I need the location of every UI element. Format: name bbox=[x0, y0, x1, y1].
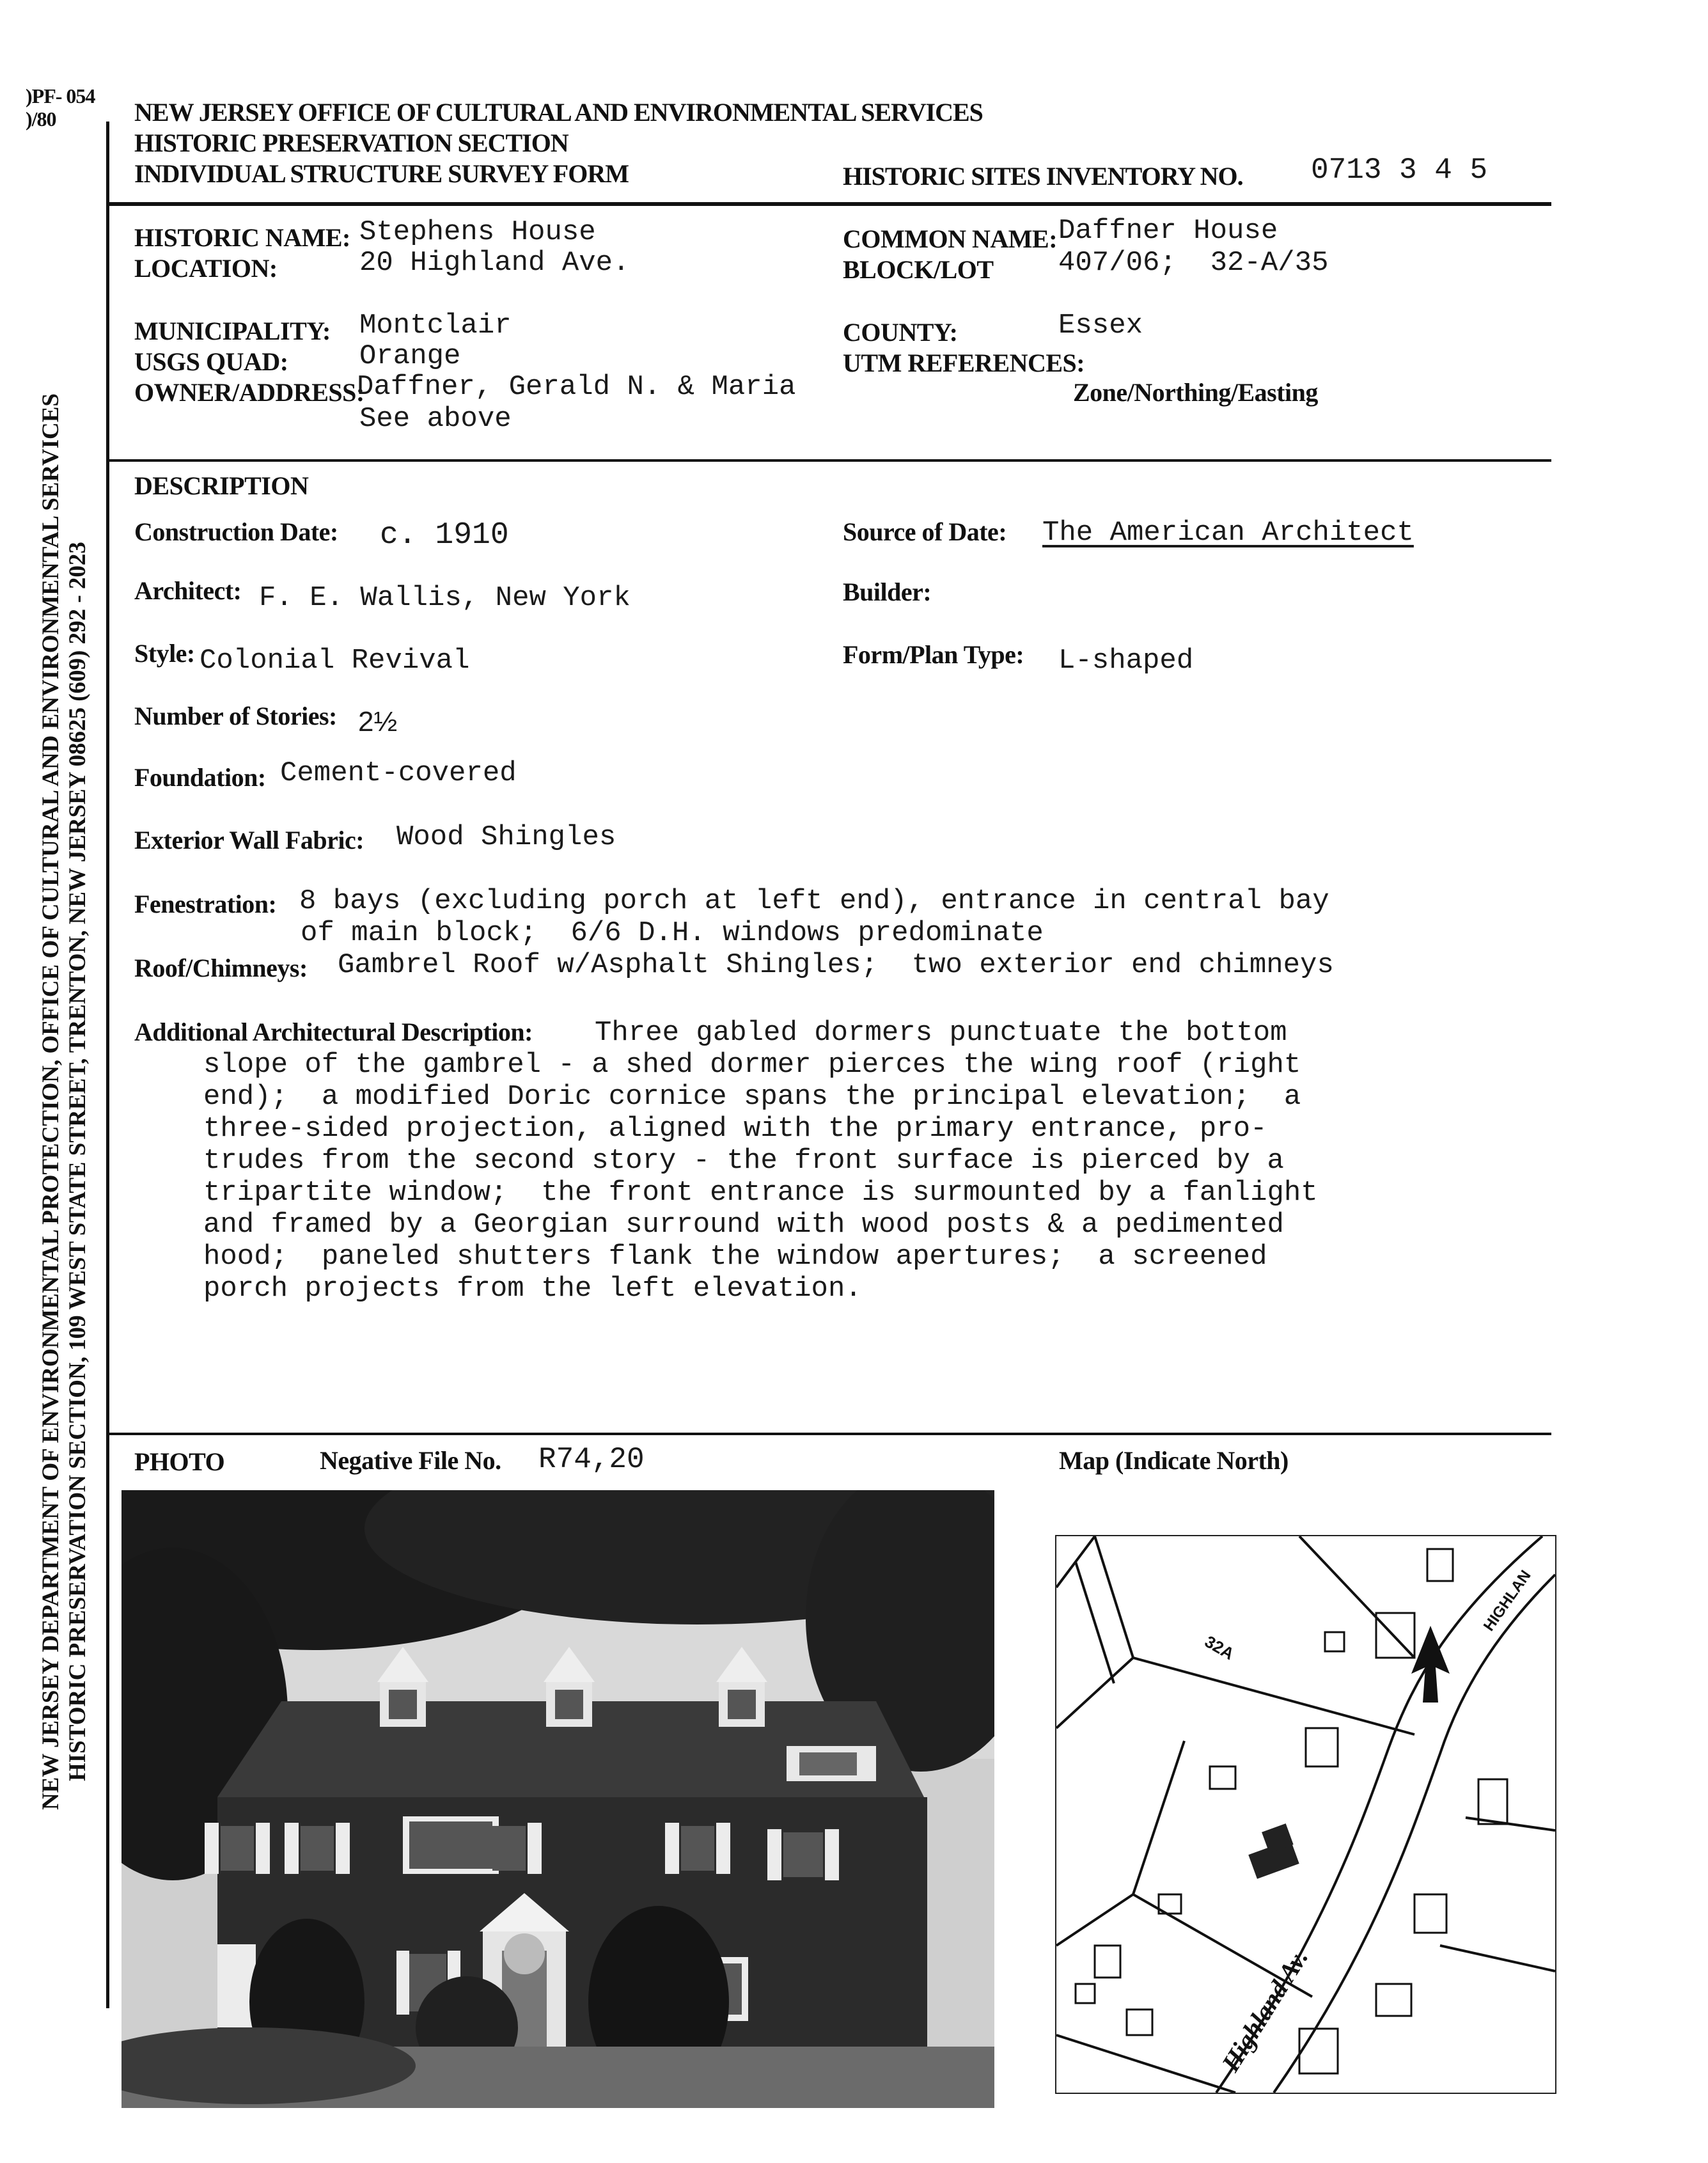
office-title: NEW JERSEY OFFICE OF CULTURAL AND ENVIRONMENTAL SERVICES bbox=[134, 98, 983, 127]
street-label-top: HIGHLAN bbox=[1480, 1567, 1535, 1635]
inventory-number: 0713 3 4 5 bbox=[1311, 153, 1488, 187]
usgs-quad-value: Orange bbox=[359, 340, 461, 372]
construction-date-label: Construction Date: bbox=[134, 517, 338, 546]
foundation-value: Cement-covered bbox=[280, 757, 517, 789]
construction-date-value: c. 1910 bbox=[380, 518, 509, 553]
county-label: COUNTY: bbox=[843, 318, 958, 347]
style-label: Style: bbox=[134, 639, 195, 668]
zone-label: Zone/Northing/Easting bbox=[1073, 378, 1318, 407]
additional-line-5: trudes from the second story - the front surface is pierced by a bbox=[203, 1145, 1284, 1177]
common-name-label: COMMON NAME: bbox=[843, 224, 1058, 253]
style-value: Colonial Revival bbox=[200, 645, 470, 677]
lot-label: 32A bbox=[1202, 1632, 1238, 1664]
historic-name-label: HISTORIC NAME: bbox=[134, 223, 350, 252]
additional-line-7: and framed by a Georgian surround with wood posts & a pedimented bbox=[203, 1209, 1284, 1241]
additional-description-label: Additional Architectural Description: bbox=[134, 1018, 533, 1046]
usgs-quad-label: USGS QUAD: bbox=[134, 347, 288, 376]
form-title: INDIVIDUAL STRUCTURE SURVEY FORM bbox=[134, 159, 629, 188]
side-text-address: HISTORIC PRESERVATION SECTION, 109 WEST STATE STREET, TRENTON, NEW JERSEY 08625 (609) 292 - 2023 bbox=[65, 542, 91, 1781]
section-title: HISTORIC PRESERVATION SECTION bbox=[134, 129, 568, 157]
architect-value: F. E. Wallis, New York bbox=[259, 582, 631, 614]
fenestration-value-2: of main block; 6/6 D.H. windows predominate bbox=[301, 917, 1044, 949]
foundation-label: Foundation: bbox=[134, 763, 266, 792]
location-map-drawing bbox=[1056, 1536, 1555, 2093]
left-margin-rule bbox=[106, 122, 109, 2008]
owner-address-value: See above bbox=[359, 403, 512, 435]
fenestration-label: Fenestration: bbox=[134, 890, 277, 918]
builder-label: Builder: bbox=[843, 578, 932, 606]
owner-label: OWNER/ADDRESS: bbox=[134, 378, 364, 407]
stories-label: Number of Stories: bbox=[134, 702, 337, 730]
owner-value: Daffner, Gerald N. & Maria bbox=[357, 371, 796, 403]
side-text-department: NEW JERSEY DEPARTMENT OF ENVIRONMENTAL PROTECTION, OFFICE OF CULTURAL AND ENVIRONMENTAL SERVICES bbox=[38, 393, 64, 1810]
municipality-label: MUNICIPALITY: bbox=[134, 317, 331, 345]
map-label: Map (Indicate North) bbox=[1059, 1446, 1289, 1475]
form-code: )PF- 054 bbox=[26, 84, 95, 107]
north-arrow-icon bbox=[1411, 1626, 1450, 1703]
additional-line-4: three-sided projection, aligned with the primary entrance, pro- bbox=[203, 1113, 1267, 1145]
source-of-date-label: Source of Date: bbox=[843, 517, 1007, 546]
description-heading: DESCRIPTION bbox=[134, 471, 309, 500]
photo-section-rule bbox=[106, 1433, 1551, 1435]
architect-label: Architect: bbox=[134, 576, 242, 605]
additional-line-6: tripartite window; the front entrance is surmounted by a fanlight bbox=[203, 1177, 1318, 1209]
additional-line-9: porch projects from the left elevation. bbox=[203, 1273, 862, 1305]
utm-label: UTM REFERENCES: bbox=[843, 349, 1085, 377]
form-plan-value: L-shaped bbox=[1058, 645, 1194, 677]
inventory-label: HISTORIC SITES INVENTORY NO. bbox=[843, 162, 1243, 191]
wall-fabric-label: Exterior Wall Fabric: bbox=[134, 826, 364, 854]
municipality-value: Montclair bbox=[359, 310, 512, 342]
location-map bbox=[1055, 1535, 1556, 2094]
negative-file-label: Negative File No. bbox=[320, 1446, 501, 1475]
form-plan-label: Form/Plan Type: bbox=[843, 640, 1024, 669]
house-photo bbox=[121, 1490, 994, 2108]
roof-chimneys-label: Roof/Chimneys: bbox=[134, 954, 308, 982]
fenestration-value-1: 8 bays (excluding porch at left end), entrance in central bay bbox=[299, 885, 1329, 917]
stories-value: 2½ bbox=[358, 706, 398, 737]
additional-line-1: Three gabled dormers punctuate the bottom bbox=[595, 1017, 1287, 1049]
negative-file-value: R74,20 bbox=[538, 1443, 645, 1476]
source-of-date-value: The American Architect bbox=[1042, 517, 1414, 549]
block-lot-label: BLOCK/LOT bbox=[843, 255, 994, 284]
additional-line-8: hood; paneled shutters flank the window apertures; a screened bbox=[203, 1241, 1267, 1273]
additional-line-3: end); a modified Doric cornice spans the principal elevation; a bbox=[203, 1081, 1301, 1113]
additional-line-2: slope of the gambrel - a shed dormer pierces the wing roof (right bbox=[203, 1049, 1301, 1081]
identity-rule bbox=[106, 459, 1551, 462]
location-value: 20 Highland Ave. bbox=[359, 247, 630, 279]
roof-chimneys-value: Gambrel Roof w/Asphalt Shingles; two exterior end chimneys bbox=[338, 949, 1334, 981]
location-label: LOCATION: bbox=[134, 254, 278, 283]
street-label: Highland Av. bbox=[1216, 1944, 1314, 2077]
header-rule bbox=[106, 202, 1551, 206]
form-date: )/80 bbox=[26, 107, 56, 130]
house-photo-image bbox=[121, 1490, 994, 2108]
county-value: Essex bbox=[1058, 310, 1143, 342]
common-name-value: Daffner House bbox=[1058, 215, 1278, 247]
block-lot-value: 407/06; 32-A/35 bbox=[1058, 247, 1329, 279]
historic-name-value: Stephens House bbox=[359, 216, 596, 248]
photo-label: PHOTO bbox=[134, 1447, 225, 1476]
wall-fabric-value: Wood Shingles bbox=[396, 821, 616, 853]
